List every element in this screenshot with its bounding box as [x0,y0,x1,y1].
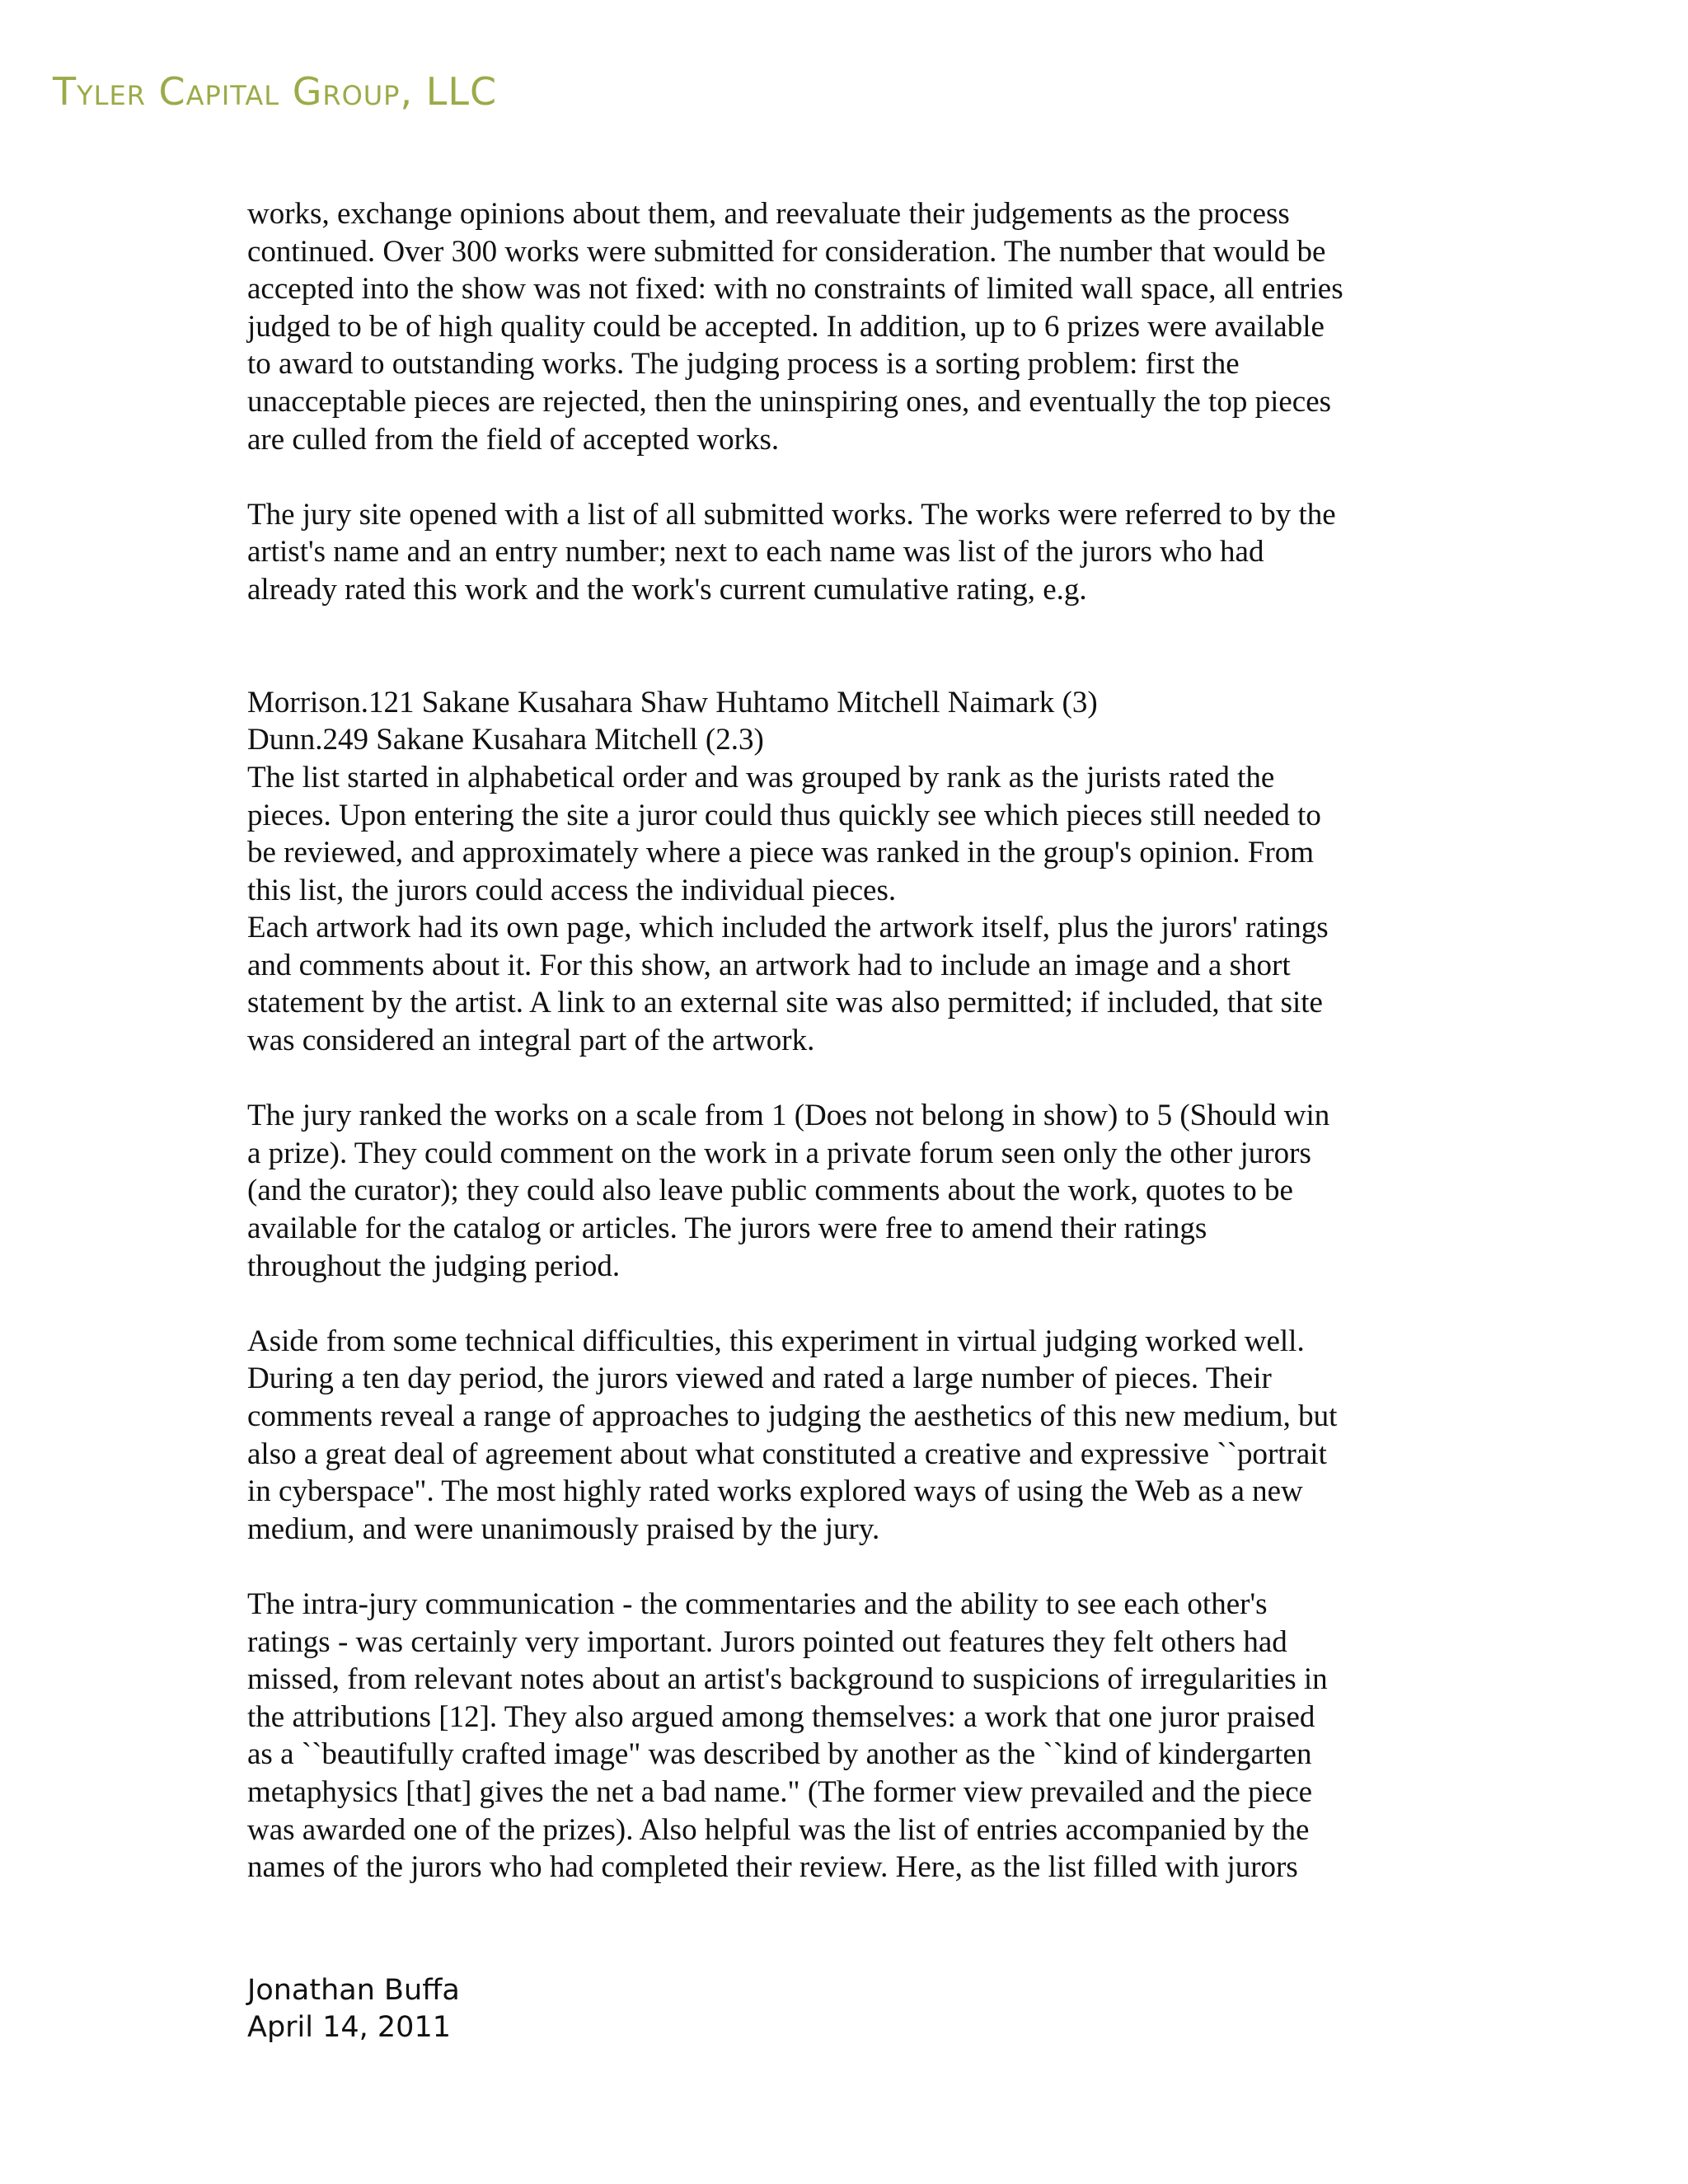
text-line: statement by the artist. A link to an external site was also permitted; if included, that site [247,986,1323,1020]
text-line: as a ``beautifully crafted image" was described by another as the ``kind of kindergarten [247,1737,1312,1772]
text-line: comments reveal a range of approaches to judging the aesthetics of this new medium, but [247,1399,1338,1433]
paragraph-gap [247,1285,1451,1323]
text-line: in cyberspace". The most highly rated works explored ways of using the Web as a new [247,1474,1303,1509]
text-line: names of the jurors who had completed their review. Here, as the list filled with jurors [247,1850,1298,1885]
text-line: Aside from some technical difficulties, this experiment in virtual judging worked well. [247,1324,1305,1358]
text-line: are culled from the field of accepted works. [247,422,780,457]
author-name: Jonathan Buffa [247,1974,460,2007]
text-line: throughout the judging period. [247,1249,621,1283]
text-line: (and the curator); they could also leave public comments about the work, quotes to be [247,1174,1293,1208]
text-line: already rated this work and the work's current cumulative rating, e.g. [247,572,1087,607]
text-line: accepted into the show was not fixed: with no constraints of limited wall space, all entries [247,272,1343,307]
document-date: April 14, 2011 [247,2011,451,2044]
paragraph-6 [247,1323,1451,1549]
example-entry: Morrison.121 Sakane Kusahara Shaw Huhtamo Mitchell Naimark (3) [247,685,1098,719]
text-line: missed, from relevant notes about an artist's background to suspicions of irregularities in [247,1662,1328,1697]
text-line: works, exchange opinions about them, and reevaluate their judgements as the process [247,197,1290,231]
text-line: The list started in alphabetical order and was grouped by rank as the jurists rated the [247,760,1275,794]
text-line: unacceptable pieces are rejected, then the uninspiring ones, and eventually the top pieces [247,384,1332,419]
paragraph-4 [247,909,1451,1059]
text-line: pieces. Upon entering the site a juror could thus quickly see which pieces still needed to [247,798,1321,832]
signature-block [247,1972,460,2046]
paragraph-7 [247,1586,1451,1886]
paragraph-3 [247,759,1451,909]
text-line: The intra-jury communication - the commentaries and the ability to see each other's [247,1586,1268,1621]
text-line: metaphysics [that] gives the net a bad name." (The former view prevailed and the piece [247,1774,1313,1809]
paragraph-gap [247,458,1451,496]
example-list [247,684,1451,759]
text-line: also a great deal of agreement about what constituted a creative and expressive ``portrait [247,1436,1327,1471]
text-line: available for the catalog or articles. The jurors were free to amend their ratings [247,1212,1207,1246]
text-line: judged to be of high quality could be accepted. In addition, up to 6 prizes were available [247,309,1325,344]
paragraph-gap [247,1548,1451,1586]
paragraph-1 [247,195,1451,458]
text-line: this list, the jurors could access the individual pieces. [247,873,897,907]
paragraph-gap [247,1060,1451,1098]
example-entry: Dunn.249 Sakane Kusahara Mitchell (2.3) [247,723,764,757]
text-line: medium, and were unanimously praised by the jury. [247,1511,880,1546]
text-line: was considered an integral part of the artwork. [247,1024,815,1058]
text-line: artist's name and an entry number; next to each name was list of the jurors who had [247,535,1264,569]
text-line: ratings - was certainly very important. Jurors pointed out features they felt others had [247,1624,1287,1659]
paragraph-5 [247,1097,1451,1285]
text-line: was awarded one of the prizes). Also helpful was the list of entries accompanied by the [247,1812,1310,1847]
text-line: a prize). They could comment on the work in a private forum seen only the other jurors [247,1136,1311,1170]
paragraph-gap [247,609,1451,684]
text-line: The jury ranked the works on a scale from 1 (Does not belong in show) to 5 (Should win [247,1099,1330,1133]
text-line: continued. Over 300 works were submitted for consideration. The number that would be [247,234,1326,269]
text-line: Each artwork had its own page, which included the artwork itself, plus the jurors' ratings [247,911,1329,945]
text-line: The jury site opened with a list of all submitted works. The works were referred to by the [247,497,1336,532]
document-body [247,195,1451,1886]
text-line: to award to outstanding works. The judging process is a sorting problem: first the [247,347,1240,382]
text-line: and comments about it. For this show, an artwork had to include an image and a short [247,948,1291,982]
paragraph-2 [247,496,1451,609]
company-letterhead: Tyler Capital Group, LLC [53,69,498,114]
text-line: be reviewed, and approximately where a piece was ranked in the group's opinion. From [247,836,1315,870]
text-line: the attributions [12]. They also argued among themselves: a work that one juror praised [247,1699,1315,1734]
text-line: During a ten day period, the jurors viewed and rated a large number of pieces. Their [247,1361,1272,1396]
